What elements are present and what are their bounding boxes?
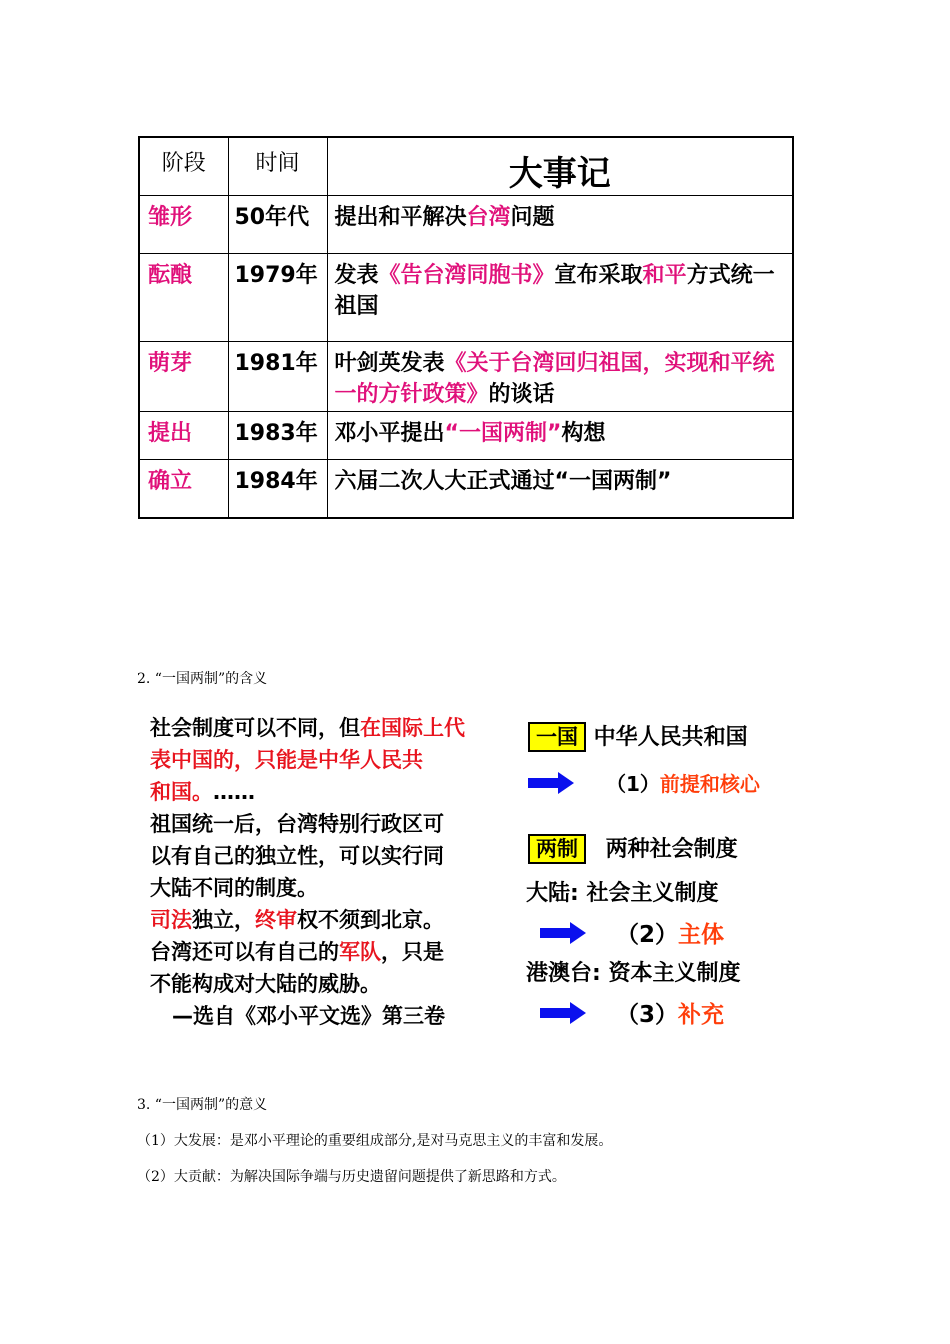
stage-cell: 萌芽 bbox=[139, 342, 228, 412]
event-text-segment: 构想 bbox=[561, 421, 606, 446]
event-text-segment: 宣布采取 bbox=[554, 263, 643, 288]
quote-line bbox=[150, 904, 510, 936]
quote-line bbox=[150, 840, 510, 872]
item2-number: （2） bbox=[616, 922, 679, 948]
item3-text: 补充 bbox=[678, 1002, 725, 1028]
quote-line bbox=[150, 808, 510, 840]
quote-text-segment: 社会制度可以不同，但 bbox=[150, 716, 360, 740]
arrow-right-icon bbox=[540, 922, 586, 944]
time-cell: 1979年 bbox=[228, 254, 327, 342]
quote-text-segment: 独立， bbox=[192, 908, 255, 932]
quote-text-segment: 不能构成对大陆的威胁。 bbox=[150, 972, 381, 996]
event-text-segment: 和平 bbox=[642, 263, 687, 288]
event-text-segment: 叶剑英发表 bbox=[334, 351, 445, 376]
event-text-segment: 发表 bbox=[334, 263, 379, 288]
one-country-two-systems-diagram bbox=[526, 712, 826, 1042]
stage-cell: 提出 bbox=[139, 412, 228, 460]
event-text-segment: 提出和平解决 bbox=[334, 205, 467, 230]
table-row bbox=[139, 196, 793, 254]
section2-heading: 2. “一国两制”的含义 bbox=[137, 671, 268, 687]
mainland-text: 大陆: 社会主义制度 bbox=[526, 881, 719, 906]
table-header-row bbox=[139, 137, 793, 196]
quote-text-segment: 军队 bbox=[339, 940, 381, 964]
item1-number: （1） bbox=[606, 772, 660, 796]
event-cell bbox=[327, 460, 793, 518]
event-text-segment: 六届二次人大正式通过“一国两制” bbox=[334, 469, 672, 494]
event-text-segment: 的谈话 bbox=[488, 382, 555, 407]
quote-text-segment: 祖国统一后，台湾特别行政区可 bbox=[150, 812, 444, 836]
quote-line bbox=[150, 744, 510, 776]
event-text-segment: “一国两制” bbox=[444, 421, 562, 446]
quote-line bbox=[150, 936, 510, 968]
event-text-segment: 《关于台湾回归祖国，实现和平统一的方针政策》 bbox=[334, 351, 775, 407]
event-text-segment: 《告台湾同胞书》 bbox=[378, 263, 555, 288]
quote-source: —选自《邓小平文选》第三卷 bbox=[172, 1004, 445, 1028]
time-cell: 1984年 bbox=[228, 460, 327, 518]
time-cell: 1981年 bbox=[228, 342, 327, 412]
quote-text-segment: 以有自己的独立性，可以实行同 bbox=[150, 844, 444, 868]
event-cell bbox=[327, 254, 793, 342]
header-stage: 阶段 bbox=[139, 137, 228, 196]
one-country-box: 一国 bbox=[528, 722, 586, 752]
two-systems-box: 两制 bbox=[528, 834, 586, 864]
event-cell bbox=[327, 196, 793, 254]
quote-text-segment: 权不须到北京。 bbox=[297, 908, 444, 932]
table-row bbox=[139, 342, 793, 412]
quote-text-segment: 和国。 bbox=[150, 780, 213, 804]
item1-text: 前提和核心 bbox=[659, 772, 760, 796]
quote-line bbox=[150, 968, 510, 1000]
events-table bbox=[138, 136, 794, 519]
stage-cell: 确立 bbox=[139, 460, 228, 518]
table-row bbox=[139, 412, 793, 460]
quote-text-segment: 台湾还可以有自己的 bbox=[150, 940, 339, 964]
quote-text-segment: 在国际上代 bbox=[360, 716, 465, 740]
two-systems-text: 两种社会制度 bbox=[605, 837, 738, 862]
quote-text-segment: 终审 bbox=[255, 908, 297, 932]
table-row bbox=[139, 460, 793, 518]
quote-line bbox=[150, 776, 510, 808]
quote-line bbox=[150, 872, 510, 904]
event-cell bbox=[327, 412, 793, 460]
table-row bbox=[139, 254, 793, 342]
hkmacao-text: 港澳台: 资本主义制度 bbox=[526, 961, 741, 986]
event-text-segment: 问题 bbox=[510, 205, 555, 230]
quote-text-segment: …… bbox=[213, 780, 255, 804]
arrow-right-icon bbox=[540, 1002, 586, 1024]
quote-text-segment: 司法 bbox=[150, 908, 192, 932]
quote-text-segment: 大陆不同的制度。 bbox=[150, 876, 318, 900]
event-text-segment: 邓小平提出 bbox=[334, 421, 445, 446]
item2-text: 主体 bbox=[678, 922, 725, 948]
quote-text-segment: 表中国的，只能是中华人民共 bbox=[150, 748, 423, 772]
header-time: 时间 bbox=[228, 137, 327, 196]
arrow-right-icon bbox=[528, 772, 574, 794]
header-events: 大事记 bbox=[327, 137, 793, 196]
one-country-text: 中华人民共和国 bbox=[593, 725, 748, 750]
event-text-segment: 方式统一祖国 bbox=[334, 263, 775, 319]
quote-text-segment: ，只是 bbox=[381, 940, 444, 964]
section3-heading: 3. “一国两制”的意义 bbox=[137, 1097, 268, 1113]
item3-number: （3） bbox=[616, 1002, 679, 1028]
time-cell: 1983年 bbox=[228, 412, 327, 460]
event-text-segment: 台湾 bbox=[466, 205, 511, 230]
quote-line bbox=[150, 712, 510, 744]
stage-cell: 酝酿 bbox=[139, 254, 228, 342]
time-cell: 50年代 bbox=[228, 196, 327, 254]
quote-block bbox=[150, 712, 510, 1032]
significance-1: （1）大发展：是邓小平理论的重要组成部分,是对马克思主义的丰富和发展。 bbox=[137, 1133, 613, 1149]
significance-2: （2）大贡献：为解决国际争端与历史遗留问题提供了新思路和方式。 bbox=[137, 1169, 566, 1185]
event-cell bbox=[327, 342, 793, 412]
stage-cell: 雏形 bbox=[139, 196, 228, 254]
